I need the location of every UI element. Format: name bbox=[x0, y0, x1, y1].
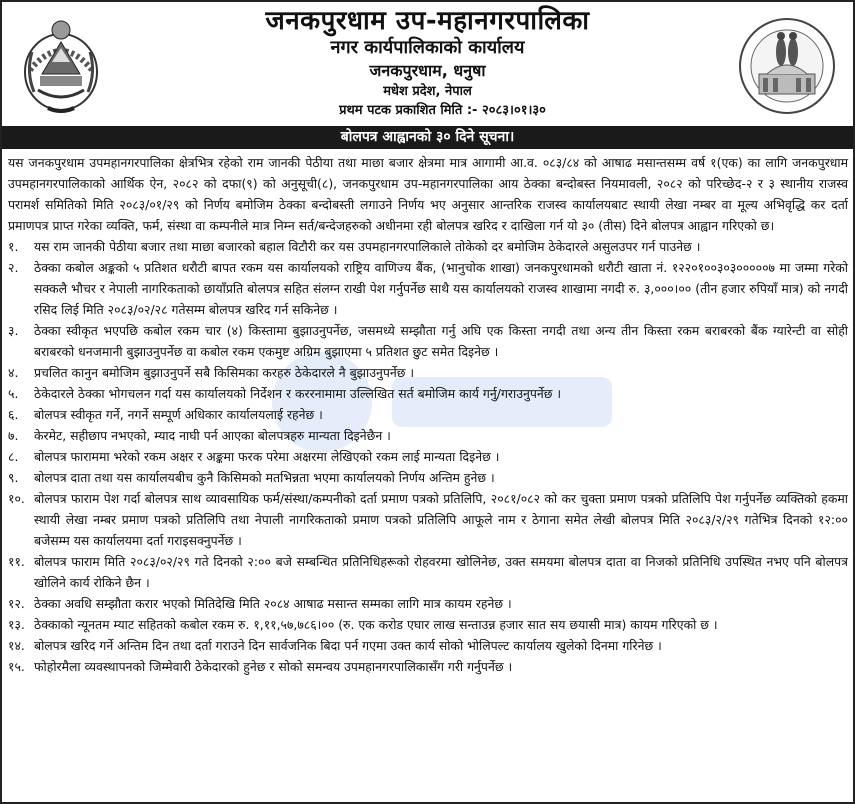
list-item bbox=[8, 446, 848, 467]
item-number: ४. bbox=[8, 365, 19, 380]
item-text: ठेक्का कबोल अङ्कको ५ प्रतिशत धरौटी बापत रकम यस कार्यालयको राष्ट्रिय वाणिज्य बैंक, (भानुचोक शाखा) जनकपुरधामको धरौटी खाता नं. १२२०१००३०३०००००७ मा जम्मा गरेको सक्कलै भौचर र नेपाली नागरिकताको छायाँप्रति बोलपत्र सहित संलग्न राखी पेश गर्नुपर्नेछ साथै यस कार्यालयको राजस्व शाखामा नगदी रु. ३,०००।०० (तीन हजार रुपियाँ मात्र) को नगदी रसिद लिई मिति २०८३/०२/२८ गतेसम्म बोलपत्र खरिद गर्न सकिनेछ । bbox=[34, 260, 848, 317]
notice-header bbox=[2, 2, 853, 127]
list-item bbox=[8, 551, 848, 593]
office-title: जनकपुरधाम उप-महानगरपालिका bbox=[265, 6, 590, 36]
item-text: बोलपत्र दाता तथा यस कार्यालयबीच कुनै किसिमको मतभिन्नता भएमा कार्यालयको निर्णय अन्तिम हुनेछ । bbox=[34, 470, 495, 485]
item-text: बोलपत्र स्वीकृत गर्ने, नगर्ने सम्पूर्ण अधिकार कार्यालयलाई रहनेछ । bbox=[34, 407, 323, 422]
item-text: फोहोरमैला व्यवस्थापनको जिम्मेवारी ठेकेदारको हुनेछ र सोको समन्वय उपमहानगरपालिकासँग गरी गर्नुपर्नेछ । bbox=[34, 659, 513, 674]
notice-body bbox=[8, 152, 848, 677]
item-number: २. bbox=[8, 260, 19, 275]
item-number: ३. bbox=[8, 323, 19, 338]
list-item bbox=[8, 656, 848, 677]
item-text: प्रचलित कानुन बमोजिम बुझाउनुपर्ने सबै किसिमका करहरु ठेकेदारले नै बुझाउनुपर्नेछ । bbox=[34, 365, 415, 380]
item-text: केरमेट, सहीछाप नभएको, म्याद नाघी पर्न आएका बोलपत्रहरु मान्यता दिइनेछैन । bbox=[34, 428, 391, 443]
item-number: १३. bbox=[8, 617, 25, 632]
item-number: ५. bbox=[8, 386, 19, 401]
first-published-date: प्रथम पटक प्रकाशित मिति :- २०८३।०१।३० bbox=[339, 103, 546, 118]
item-number: ९. bbox=[8, 470, 19, 485]
office-place: जनकपुरधाम, धनुषा bbox=[369, 61, 486, 80]
conditions-list bbox=[8, 236, 848, 677]
office-province: मधेश प्रदेश, नेपाल bbox=[383, 84, 472, 99]
list-item bbox=[8, 635, 848, 656]
list-item bbox=[8, 320, 848, 362]
item-text: बोलपत्र फाराम पेश गर्दा बोलपत्र साथ व्यावसायिक फर्म/संस्था/कम्पनीको दर्ता प्रमाण पत्रको प्रतिलिपि, २०८१/०८२ को कर चुक्ता प्रमाण पत्रको प्रतिलिपि पेश गर्नुपर्नेछ व्यक्तिको हकमा स्थायी लेखा नम्बर प्रमाण पत्रको प्रतिलिपि तथा नेपाली नागरिकताको प्रमाण पत्रको प्रतिलिपि आफूले नाम र ठेगाना समेत लेखी बोलपत्र मिति २०८३/२/२९ गतेभित्र दिनको १२:०० बजेसम्म यस कार्यालयमा दर्ता गराइसक्नुपर्नेछ । bbox=[34, 491, 848, 548]
item-number: १४. bbox=[8, 638, 25, 653]
item-text: बोलपत्र खरिद गर्ने अन्तिम दिन तथा दर्ता गराउने दिन सार्वजनिक बिदा पर्न गएमा उक्त कार्य सोको भोलिपल्ट कार्यालय खुलेको दिनमा गरिनेछ । bbox=[34, 638, 662, 653]
item-text: ठेक्का स्वीकृत भएपछि कबोल रकम चार (४) किस्तामा बुझाउनुपर्नेछ, जसमध्ये सम्झौता गर्नु अघि एक किस्ता नगदी तथा अन्य तीन किस्ता रकम बराबरको बैंक ग्यारेन्टी वा सोही बराबरको धनजमानी बुझाउनुपर्नेछ वा कबोल रकम एकमुष्ट अग्रिम बुझाएमा ५ प्रतिशत छुट समेत दिइनेछ । bbox=[34, 323, 848, 359]
list-item bbox=[8, 362, 848, 383]
list-item bbox=[8, 488, 848, 551]
list-item bbox=[8, 467, 848, 488]
list-item bbox=[8, 383, 848, 404]
item-number: ६. bbox=[8, 407, 19, 422]
list-item bbox=[8, 257, 848, 320]
item-number: ८. bbox=[8, 449, 19, 464]
item-text: ठेक्काको न्यूनतम म्याट सहितको कबोल रकम रु. १,११,५७,७८६।०० (रु. एक करोड एघार लाख सन्ताउन्न हजार सात सय छयासी मात्र) कायम गरिएको छ । bbox=[34, 617, 718, 632]
list-item bbox=[8, 614, 848, 635]
item-text: बोलपत्र फाराममा भरेको रकम अक्षर र अङ्कमा फरक परेमा अक्षरमा लेखिएको रकम लाई मान्यता दिइनेछ । bbox=[34, 449, 500, 464]
item-text: ठेक्का अवधि सम्झौता करार भएको मितिदेखि मिति २०८४ आषाढ मसान्त सम्मका लागि मात्र कायम रहनेछ । bbox=[34, 596, 512, 611]
item-number: ७. bbox=[8, 428, 19, 443]
header-text-block bbox=[2, 6, 853, 121]
item-number: १२. bbox=[8, 596, 25, 611]
item-number: ११. bbox=[8, 554, 25, 569]
office-subtitle: नगर कार्यपालिकाको कार्यालय bbox=[330, 37, 525, 58]
intro-paragraph: यस जनकपुरधाम उपमहानगरपालिका क्षेत्रभित्र रहेको राम जानकी पेठीया तथा माछा बजार क्षेत्रमा मात्र आगामी आ.व. ०८३/८४ को आषाढ मसान्तसम्म वर्ष १(एक) का लागि जनकपुरधाम उपमहानगरपालिकाको आर्थिक ऐन, २०८२ को दफा(९) को अनुसूची(८), जनकपुरधाम उप-महानगरपालिका आय ठेक्का बन्दोबस्त नियमावली, २०८२ को परिच्छेद-२ र ३ स्थानीय राजस्व परामर्श समितिको मिति २०८३/०१/२९ को निर्णय बमोजिम ठेक्का बन्दोबस्ती लगाउने निर्णय भए अनुसार आन्तरिक राजस्व कार्यालयबाट स्थायी लेखा नम्बर वा मूल्य अभिवृद्धि कर दर्ता प्रमाणपत्र प्राप्त गरेका व्यक्ति, फर्म, संस्था वा कम्पनीले मात्र निम्न सर्त/बन्देजहरुको अधीनमा रही बोलपत्र खरिद र दाखिला गर्न यो ३० (तीस) दिने बोलपत्र आह्वान गरिएको छ। bbox=[8, 155, 848, 233]
list-item bbox=[8, 236, 848, 257]
item-text: यस राम जानकी पेठीया बजार तथा माछा बजारको बहाल विटौरी कर यस उपमहानगरपालिकाले तोकेको दर बमोजिम ठेकेदारले असुलउपर गर्न पाउनेछ । bbox=[34, 239, 701, 254]
item-text: बोलपत्र फाराम मिति २०८३/०२/२९ गते दिनको २:०० बजे सम्बन्धित प्रतिनिधिहरूको रोहवरमा खोलिनेछ, उक्त समयमा बोलपत्र दाता वा निजको प्रतिनिधि उपस्थित नभए पनि बोलपत्र खोलिने कार्य रोकिने छैन । bbox=[34, 554, 848, 590]
item-number: १. bbox=[8, 239, 19, 254]
item-number: १५. bbox=[8, 659, 25, 674]
list-item bbox=[8, 425, 848, 446]
list-item bbox=[8, 404, 848, 425]
item-number: १०. bbox=[8, 491, 25, 506]
notice-banner: बोलपत्र आह्वानको ३० दिने सूचना। bbox=[2, 126, 853, 149]
item-text: ठेकेदारले ठेक्का भोगचलन गर्दा यस कार्यालयको निर्देशन र कररनामामा उल्लिखित सर्त बमोजिम कार्य गर्नु/गराउनुपर्नेछ । bbox=[34, 386, 562, 401]
municipality-seal-icon bbox=[737, 16, 837, 116]
list-item bbox=[8, 593, 848, 614]
